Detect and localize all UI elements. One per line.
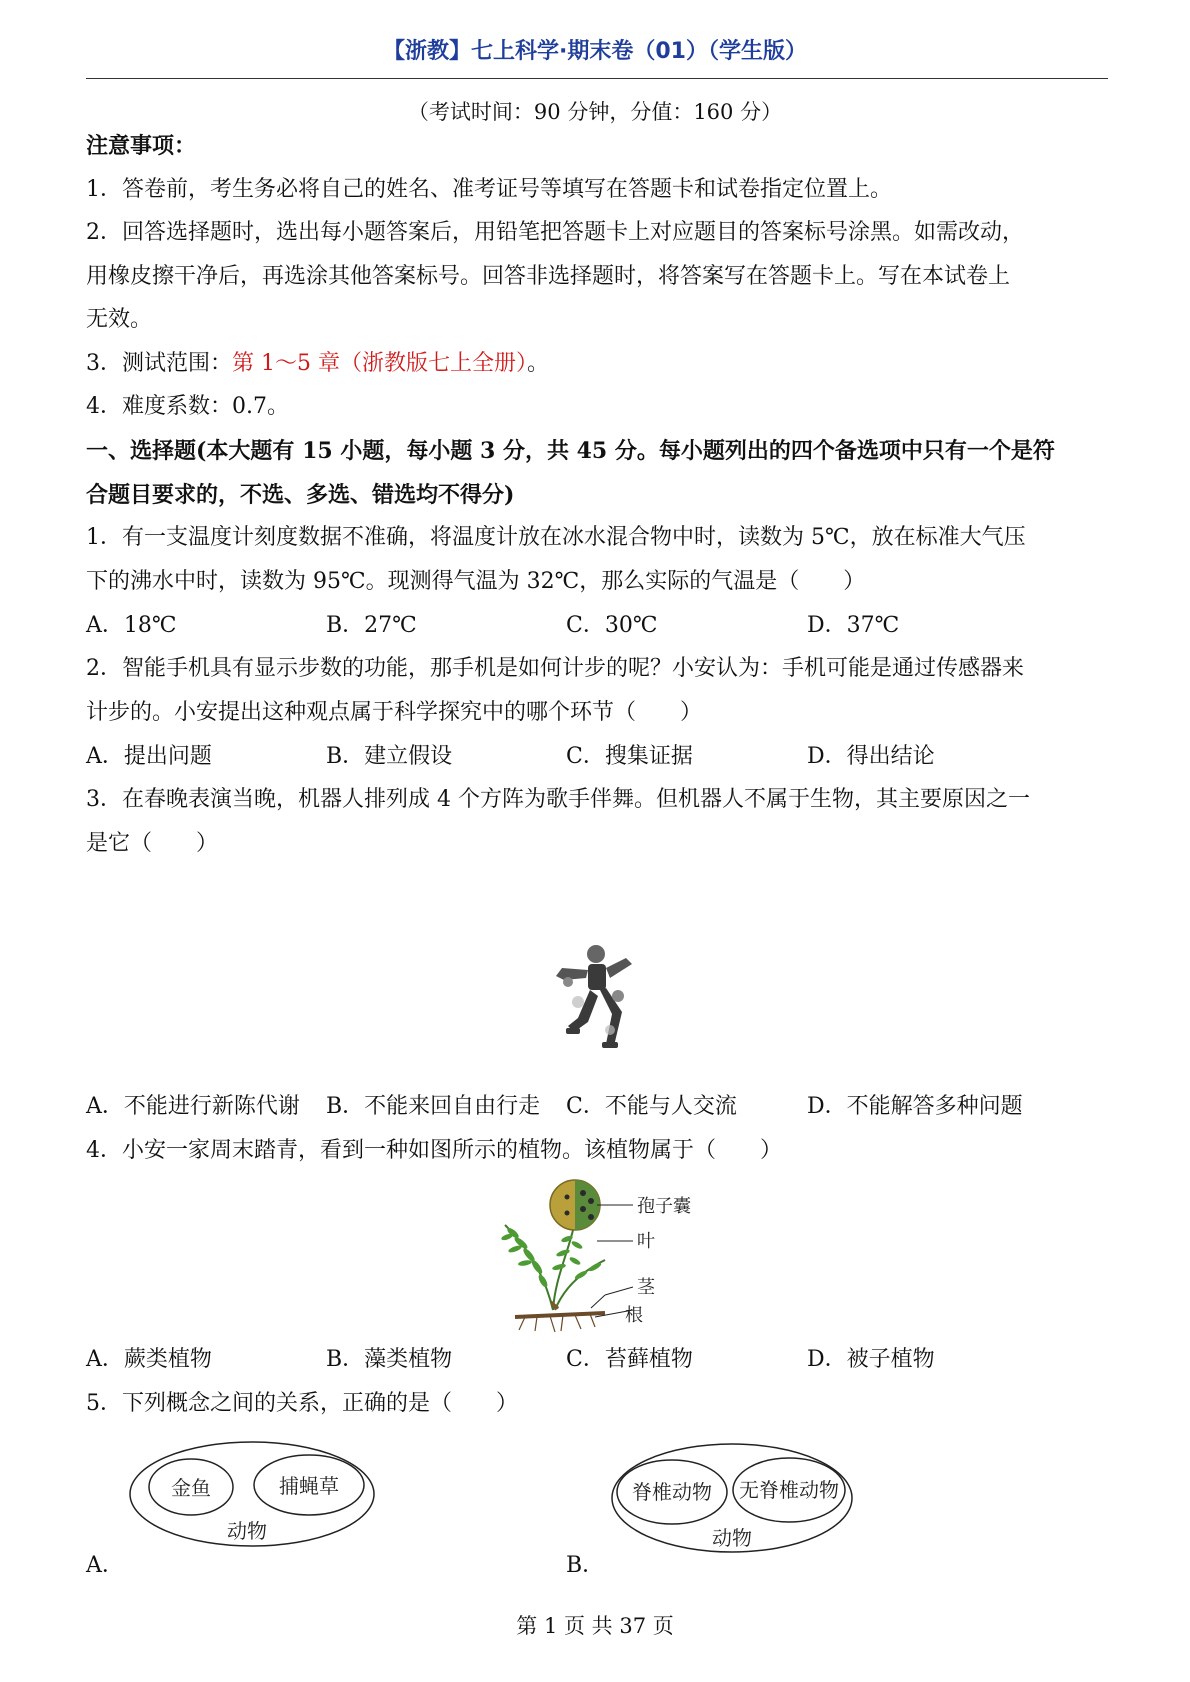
question-1-line-2: 下的沸水中时，读数为 95℃。现测得气温为 32℃，那么实际的气温是（ ） [86, 569, 866, 594]
question-5-option-a-letter[interactable]: A． [86, 1553, 124, 1578]
page-title: 【浙教】七上科学·期末卷（01）（学生版） [383, 39, 807, 64]
question-1-option-d[interactable]: D．37℃ [807, 613, 900, 638]
label-vertebrates: 脊椎动物 [632, 1480, 712, 1504]
notes-item-4: 4．难度系数：0.7。 [86, 394, 289, 419]
label-invertebrates: 无脊椎动物 [739, 1478, 839, 1502]
notes-item-3-suffix: 。 [526, 351, 549, 376]
test-range: 第 1～5 章（浙教版七上全册） [232, 351, 527, 376]
fern-plant-figure [495, 1175, 705, 1335]
question-3-option-a[interactable]: A．不能进行新陈代谢 [86, 1094, 300, 1119]
notes-heading: 注意事项： [86, 133, 197, 159]
question-5-line-1: 5．下列概念之间的关系，正确的是（ ） [86, 1391, 518, 1416]
page-footer: 第 1 页 共 37 页 [516, 1614, 674, 1638]
dancing-robot-figure [548, 940, 638, 1065]
label-goldfish: 金鱼 [171, 1476, 211, 1500]
label-animals-a: 动物 [227, 1519, 267, 1543]
question-1-option-b[interactable]: B．27℃ [326, 613, 417, 638]
notes-item-2-line-1: 2．回答选择题时，选出每小题答案后，用铅笔把答题卡上对应题目的答案标号涂黑。如需改动， [86, 220, 1025, 245]
label-flytrap: 捕蝇草 [279, 1474, 339, 1498]
question-4-option-d[interactable]: D．被子植物 [807, 1347, 935, 1372]
section-1-heading-line-1: 一、选择题(本大题有 15 小题，每小题 3 分，共 45 分。每小题列出的四个备选项中只有一个是符 [86, 438, 1055, 464]
section-1-heading-line-2: 合题目要求的，不选、多选、错选均不得分) [86, 482, 515, 508]
question-2-option-d[interactable]: D．得出结论 [807, 744, 935, 769]
label-leaf: 叶 [637, 1231, 655, 1252]
question-3-option-c[interactable]: C．不能与人交流 [566, 1094, 737, 1119]
question-3-line-2: 是它（ ） [86, 831, 219, 856]
question-4-line-1: 4．小安一家周末踏青，看到一种如图所示的植物。该植物属于（ ） [86, 1138, 782, 1163]
label-sporangium: 孢子囊 [637, 1196, 691, 1217]
notes-item-3-prefix: 3．测试范围： [86, 351, 232, 376]
question-1-option-a[interactable]: A．18℃ [86, 613, 177, 638]
notes-item-2-line-2: 用橡皮擦干净后，再选涂其他答案标号。回答非选择题时，将答案写在答题卡上。写在本试卷上 [86, 264, 1011, 289]
question-2-option-c[interactable]: C．搜集证据 [566, 744, 693, 769]
label-animals-b: 动物 [712, 1526, 752, 1550]
question-2-option-a[interactable]: A．提出问题 [86, 744, 212, 769]
notes-item-2-line-3: 无效。 [86, 307, 153, 332]
header-divider [86, 78, 1108, 79]
question-3-line-1: 3．在春晚表演当晚，机器人排列成 4 个方阵为歌手伴舞。但机器人不属于生物，其主要原因之一 [86, 787, 1030, 812]
question-1-line-1: 1．有一支温度计刻度数据不准确，将温度计放在冰水混合物中时，读数为 5℃，放在标准大气压 [86, 525, 1026, 550]
question-5-diagram-b [605, 1438, 860, 1558]
question-4-option-b[interactable]: B．藻类植物 [326, 1347, 453, 1372]
question-5-diagram-a [125, 1438, 380, 1550]
question-2-option-b[interactable]: B．建立假设 [326, 744, 453, 769]
question-4-option-c[interactable]: C．苔藓植物 [566, 1347, 693, 1372]
exam-info: （考试时间：90 分钟，分值：160 分） [407, 100, 783, 124]
notes-item-3 [86, 349, 549, 379]
question-4-option-a[interactable]: A．蕨类植物 [86, 1347, 212, 1372]
label-root: 根 [625, 1305, 643, 1326]
question-1-option-c[interactable]: C．30℃ [566, 613, 658, 638]
notes-item-1: 1．答卷前，考生务必将自己的姓名、准考证号等填写在答题卡和试卷指定位置上。 [86, 177, 892, 202]
question-2-line-1: 2．智能手机具有显示步数的功能，那手机是如何计步的呢？小安认为：手机可能是通过传感器来 [86, 656, 1025, 681]
label-stem: 茎 [637, 1277, 655, 1298]
question-3-option-d[interactable]: D．不能解答多种问题 [807, 1094, 1023, 1119]
question-5-option-b-letter[interactable]: B． [566, 1553, 605, 1578]
question-2-line-2: 计步的。小安提出这种观点属于科学探究中的哪个环节（ ） [86, 700, 703, 725]
question-3-option-b[interactable]: B．不能来回自由行走 [326, 1094, 541, 1119]
